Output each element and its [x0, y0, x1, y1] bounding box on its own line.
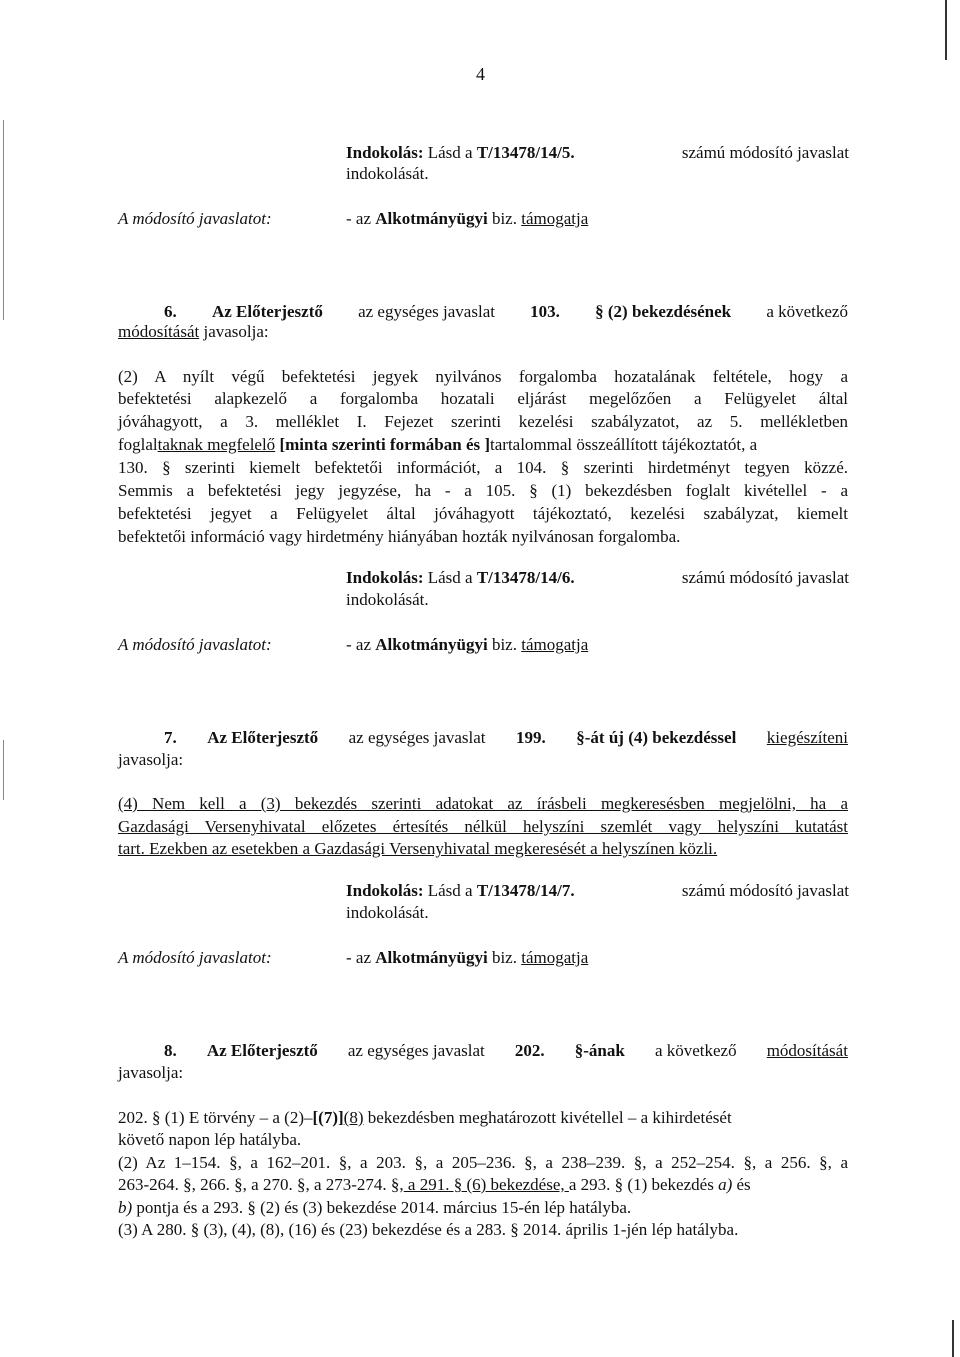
italic-text: b)	[118, 1198, 133, 1217]
body-line: befektetési jegyet a Felügyelet által jóváhagyott tájékoztató, kezelési szabályzat, kiemelt	[118, 504, 848, 523]
body-line: befektetési alapkezelő a forgalomba hozatali eljárást megelőzően a Felügyelet által	[118, 389, 848, 408]
modosito-line	[346, 948, 588, 968]
tail: a következő	[766, 302, 848, 321]
dash: - az	[346, 635, 372, 654]
reference: T/13478/14/7.	[476, 881, 575, 900]
italic-text: a)	[718, 1175, 733, 1194]
scan-edge-line	[3, 120, 4, 320]
paragraph: §-ának	[574, 1041, 625, 1060]
scan-edge-line	[952, 1320, 954, 1357]
underlined-text: (8)	[343, 1108, 364, 1127]
body-line	[118, 434, 848, 456]
modosito-line	[346, 209, 588, 229]
text: a 293. § (1) bekezdés	[568, 1175, 714, 1194]
section: 202.	[514, 1041, 545, 1060]
underlined-text: módosítását	[118, 322, 200, 341]
indokolas-label: Indokolás:	[346, 568, 424, 587]
scan-edge-line	[945, 0, 947, 60]
biz: biz.	[491, 948, 517, 967]
item-number: 8.	[164, 1041, 177, 1060]
support: támogatja	[521, 209, 589, 228]
indokolas-label: Indokolás:	[346, 143, 424, 162]
body-line: Semmis a befektetési jegy jegyzése, ha - a 105. § (1) bekezdésben foglalt kivétellel - a	[118, 481, 848, 500]
section: 103.	[530, 302, 560, 321]
indokolas-cont: indokolását.	[346, 903, 429, 922]
scan-edge-line	[3, 740, 4, 800]
tail: a következő	[654, 1041, 737, 1060]
author: Az Előterjesztő	[207, 728, 319, 747]
item-number: 6.	[164, 302, 177, 321]
indokolas-tail: számú módosító javaslat	[681, 568, 849, 587]
body-line: Gazdasági Versenyhivatal előzetes értesítés nélkül helyszíni szemlét vagy helyszíni kutatást	[118, 817, 848, 836]
underlined-text: taknak megfelelő	[157, 435, 276, 454]
committee: Alkotmányügyi	[375, 635, 488, 654]
dash: - az	[346, 209, 372, 228]
body-line: (2) Az 1–154. §, a 162–201. §, a 203. §, a 205–236. §, a 238–239. §, a 252–254. §, a 256. §, a	[118, 1153, 848, 1172]
indokolas-line	[346, 143, 849, 163]
modosito-label: A módosító javaslatot:	[118, 635, 272, 654]
text: és	[736, 1175, 751, 1194]
indokolas-text: Lásd a	[427, 881, 473, 900]
dash: - az	[346, 948, 372, 967]
indokolas-label: Indokolás:	[346, 881, 424, 900]
indokolas-text: Lásd a	[427, 568, 473, 587]
body-line: (2) A nyílt végű befektetési jegyek nyilvános forgalomba hozatalának feltétele, hogy a	[118, 367, 848, 386]
item6-line2	[118, 321, 848, 343]
body-line: (3) A 280. § (3), (4), (8), (16) és (23) bekezdése és a 283. § 2014. április 1-jén lép hatályba.	[118, 1220, 739, 1239]
body-line: tart. Ezekben az esetekben a Gazdasági Versenyhivatal megkeresését a helyszínen közli.	[118, 839, 718, 858]
text: 263-264. §, 266. §, a 270. §, a 273-274. §,	[118, 1175, 404, 1194]
indokolas-cont: indokolását.	[346, 590, 429, 609]
body-line	[118, 1174, 848, 1196]
biz: biz.	[491, 635, 517, 654]
body-line: jóváhagyott, a 3. melléklet I. Fejezet szerinti kezelési szabályzatot, az 5. mellékletben	[118, 412, 848, 431]
item6-heading	[164, 301, 848, 323]
committee: Alkotmányügyi	[375, 209, 488, 228]
text: tartalommal összeállított tájékoztatót, a	[490, 435, 758, 454]
body-line: befektetői információ vagy hirdetmény hiányában hozták nyilvánosan forgalomba.	[118, 527, 681, 546]
page-number: 4	[476, 64, 485, 84]
indokolas-cont: indokolását.	[346, 164, 429, 183]
text: bekezdésben meghatározott kivétellel – a kihirdetését	[363, 1108, 732, 1127]
biz: biz.	[491, 209, 517, 228]
reference: T/13478/14/6.	[476, 568, 575, 587]
bold-text: [(7)]	[312, 1108, 344, 1127]
text: az egységes javaslat	[347, 1041, 485, 1060]
body-line	[118, 1107, 848, 1129]
section: 199.	[516, 728, 546, 747]
indokolas-tail: számú módosító javaslat	[681, 143, 849, 162]
bold-text: [minta szerinti formában és ]	[279, 435, 491, 454]
indokolas-text: Lásd a	[427, 143, 473, 162]
modosito-line	[346, 635, 588, 655]
body-line: (4) Nem kell a (3) bekezdés szerinti adatokat az írásbeli megkeresésben megjelölni, ha a	[118, 794, 848, 813]
text: az egységes javaslat	[358, 302, 495, 321]
item7-heading	[164, 727, 848, 749]
modosito-label: A módosító javaslatot:	[118, 209, 272, 228]
modosito-label: A módosító javaslatot:	[118, 948, 272, 967]
text: az egységes javaslat	[348, 728, 486, 747]
indokolas-tail: számú módosító javaslat	[681, 881, 849, 900]
item8-line2: javasolja:	[118, 1063, 184, 1082]
text: foglal	[118, 435, 158, 454]
paragraph: §-át új (4) bekezdéssel	[576, 728, 737, 747]
underlined-text: kiegészíteni	[766, 728, 848, 747]
body-line	[118, 1197, 848, 1219]
committee: Alkotmányügyi	[375, 948, 488, 967]
paragraph: § (2) bekezdésének	[595, 302, 732, 321]
author: Az Előterjesztő	[211, 302, 323, 321]
body-line: követő napon lép hatályba.	[118, 1130, 302, 1149]
underlined-text: a 291. § (6) bekezdése,	[403, 1175, 569, 1194]
body-line: 130. § szerinti kiemelt befektetői információt, a 104. § szerinti hirdetményt tegyen közzé.	[118, 458, 848, 477]
item8-heading	[164, 1040, 848, 1062]
item7-line2: javasolja:	[118, 750, 184, 769]
support: támogatja	[521, 948, 589, 967]
item-number: 7.	[164, 728, 177, 747]
text: 202. § (1) E törvény – a (2)–	[118, 1108, 313, 1127]
underlined-text: módosítását	[766, 1041, 848, 1060]
reference: T/13478/14/5.	[476, 143, 575, 162]
support: támogatja	[521, 635, 589, 654]
text: javasolja:	[203, 322, 269, 341]
indokolas-line	[346, 568, 849, 588]
text: pontja és a 293. § (2) és (3) bekezdése 2014. március 15-én lép hatályba.	[136, 1198, 632, 1217]
indokolas-line	[346, 881, 849, 901]
author: Az Előterjesztő	[206, 1041, 318, 1060]
